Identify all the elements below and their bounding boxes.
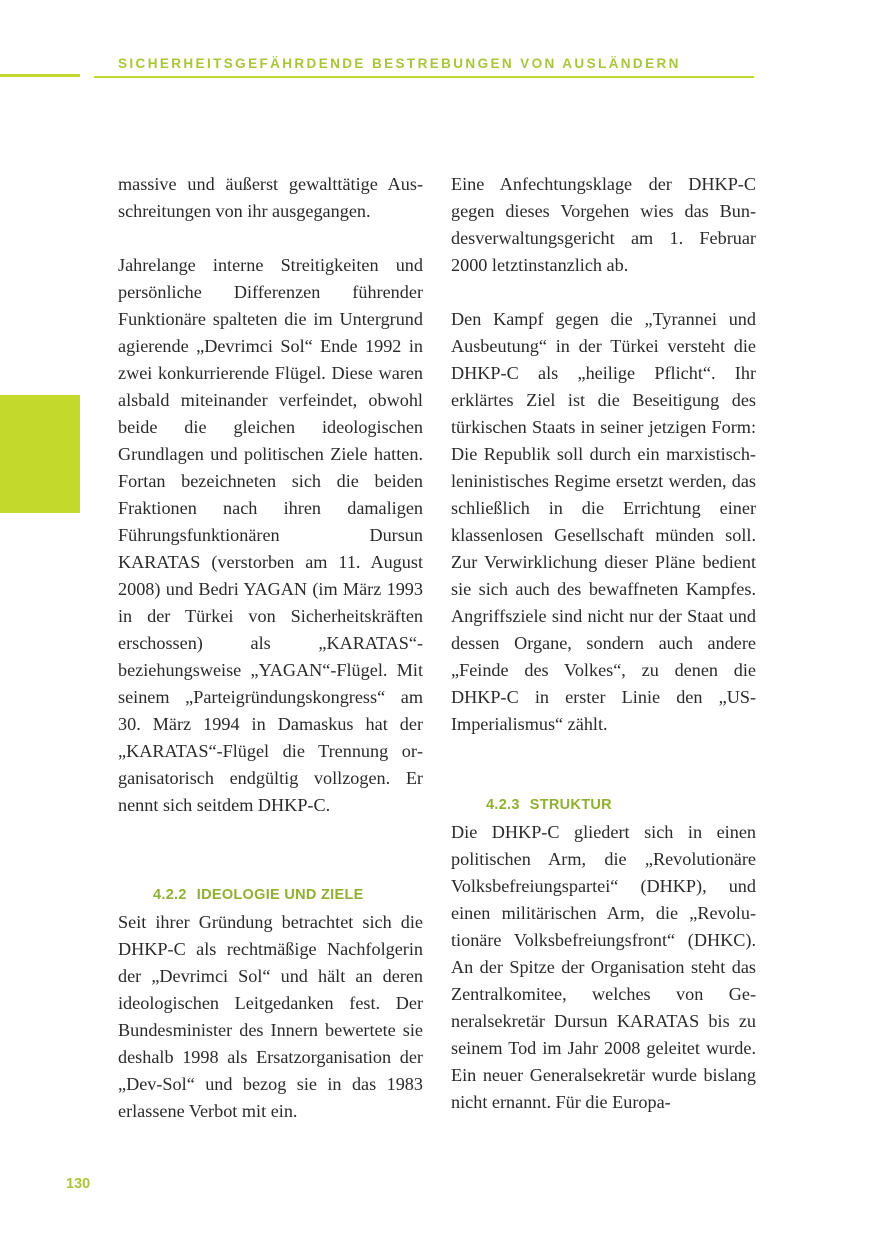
section-heading-4-2-3 bbox=[451, 792, 756, 819]
chapter-tab-marker bbox=[0, 395, 80, 513]
section-number: 4.2.2 bbox=[153, 887, 187, 903]
header-rule bbox=[94, 76, 754, 78]
section-title: IDEOLOGIE UND ZIELE bbox=[196, 887, 364, 903]
page-number: 130 bbox=[66, 1176, 91, 1192]
left-column bbox=[118, 171, 423, 1125]
section-number: 4.2.3 bbox=[486, 797, 520, 813]
section-heading-4-2-2 bbox=[118, 882, 423, 909]
left-paragraph-1: massive und äußerst gewalttätige Ausschreitungen von ihr ausgegangen. bbox=[118, 174, 423, 221]
right-paragraph-3: Die DHKP-C gliedert sich in einen politischen Arm, die „Revolutionäre Volksbefreiungspartei“ (DHKP), und einen militärischen Arm, die „Revolutionäre Volksbefreiungsfront“ (DHKC). An der Spitze der Organisation steht das Zentralkomitee, welches von Generalsekretär Dursun KARATAS bis zu seinem Tod im Jahr 2008 geleitet wurde. Ein neuer Generalsekretär wurde bislang nicht ernannt. Für die Europa- bbox=[451, 822, 756, 1112]
right-paragraph-1: Eine Anfechtungsklage der DHKP-C gegen dieses Vorgehen wies das Bundesverwaltungsgericht am 1. Februar 2000 letztinstanzlich ab. bbox=[451, 174, 756, 275]
section-title: STRUKTUR bbox=[529, 797, 612, 813]
running-header: SICHERHEITSGEFÄHRDENDE BESTREBUNGEN VON AUSLÄNDERN bbox=[118, 56, 681, 71]
left-paragraph-2: Jahrelange interne Streitigkeiten und persönliche Differenzen führender Funktionäre spalteten die im Untergrund agierende „Devrimci Sol“ Ende 1992 in zwei konkurrierende Flügel. Diese waren alsbald miteinander verfeindet, obwohl beide die gleichen ideologischen Grundlagen und politischen Ziele hatten. Fortan bezeichneten sich die beiden Fraktionen nach ihren damaligen Führungsfunktionären Dursun KARATAS (verstorben am 11. August 2008) und Bedri YAGAN (im März 1993 in der Türkei von Sicherheitskräften erschossen) als „KARATAS“-beziehungsweise „YAGAN“-Flügel. Mit seinem „Parteigründungskongress“ am 30. März 1994 in Damaskus hat der „KARATAS“-Flügel die Trennung organisatorisch endgültig vollzogen. Er nennt sich seitdem DHKP-C. bbox=[118, 255, 423, 815]
right-paragraph-2: Den Kampf gegen die „Tyrannei und Ausbeutung“ in der Türkei versteht die DHKP-C als „heilige Pflicht“. Ihr erklärtes Ziel ist die Beseitigung des türkischen Staats in seiner jetzigen Form: Die Republik soll durch ein marxistisch-leninistisches Regime ersetzt werden, das schließlich in die Errichtung einer klassenlosen Gesellschaft münden soll. Zur Verwirklichung dieser Pläne bedient sie sich auch des bewaffneten Kampfes. Angriffsziele sind nicht nur der Staat und dessen Organe, sondern auch andere „Feinde des Volkes“, zu denen die DHKP-C in erster Linie den „US-Imperialismus“ zählt. bbox=[451, 309, 756, 734]
header-rule-left bbox=[0, 74, 80, 77]
left-paragraph-3: Seit ihrer Gründung betrachtet sich die DHKP-C als rechtmäßige Nachfolgerin der „Devrimci Sol“ und hält an deren ideologischen Leitgedanken fest. Der Bundesminister des Innern bewertete sie deshalb 1998 als Ersatzorganisation der „Dev-Sol“ und bezog sie in das 1983 erlassene Verbot mit ein. bbox=[118, 912, 423, 1121]
right-column bbox=[451, 171, 756, 1116]
